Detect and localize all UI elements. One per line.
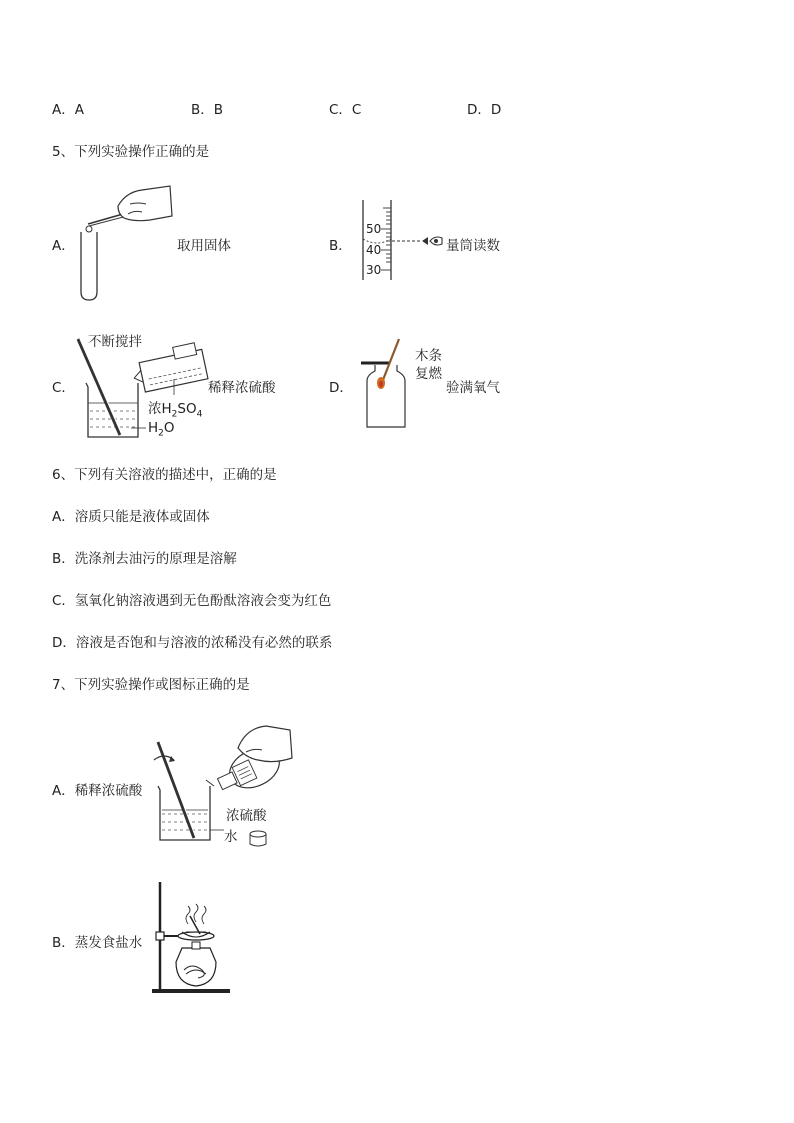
oxygen-test-figure — [355, 337, 415, 433]
q5-c-letter: C． — [52, 380, 75, 396]
q6-stem: 6、下列有关溶液的描述中，正确的是 — [52, 467, 277, 483]
q5-a-letter: A． — [52, 238, 75, 254]
q6-option-d: D．溶液是否饱和与溶液的浓稀没有必然的联系 — [52, 635, 333, 651]
tick-label-40: 40 — [366, 243, 382, 257]
q6-option-a: A．溶质只能是液体或固体 — [52, 509, 210, 525]
stir-label: 不断搅拌 — [88, 334, 142, 350]
q7-a-text: A．稀释浓硫酸 — [52, 783, 143, 799]
q6-option-c: C．氢氧化钠溶液遇到无色酚酞溶液会变为红色 — [52, 593, 332, 609]
q5-a-caption: 取用固体 — [177, 238, 231, 254]
tick-label-50: 50 — [366, 222, 382, 236]
q5-b-letter: B． — [329, 238, 352, 254]
q5-d-caption: 验满氧气 — [446, 380, 500, 396]
relight-label: 复燃 — [415, 366, 442, 382]
q5-stem: 5、下列实验操作正确的是 — [52, 144, 210, 160]
q5-b-caption: 量筒读数 — [446, 238, 500, 254]
q7-b-text: B．蒸发食盐水 — [52, 935, 143, 951]
evaporation-figure — [150, 878, 235, 996]
water-label: 水 — [224, 829, 238, 845]
acid-formula: 浓$H_2SO_4$ — [148, 401, 203, 420]
solid-taking-figure — [78, 184, 178, 304]
graduated-cylinder-figure — [358, 196, 448, 284]
q4-option-a: A．A — [52, 102, 84, 118]
q5-d-letter: D． — [329, 380, 353, 396]
q4-option-c: C．C — [329, 102, 362, 118]
q5-c-caption: 稀释浓硫酸 — [208, 380, 276, 396]
acid-label: 浓硫酸 — [226, 808, 267, 824]
q6-option-b: B．洗涤剂去油污的原理是溶解 — [52, 551, 237, 567]
water-formula: $H_2O$ — [148, 420, 175, 439]
q4-option-b: B．B — [191, 102, 224, 118]
tick-label-30: 30 — [366, 263, 382, 277]
stick-label: 木条 — [415, 348, 442, 364]
q7-stem: 7、下列实验操作或图标正确的是 — [52, 677, 250, 693]
q4-option-d: D．D — [467, 102, 502, 118]
